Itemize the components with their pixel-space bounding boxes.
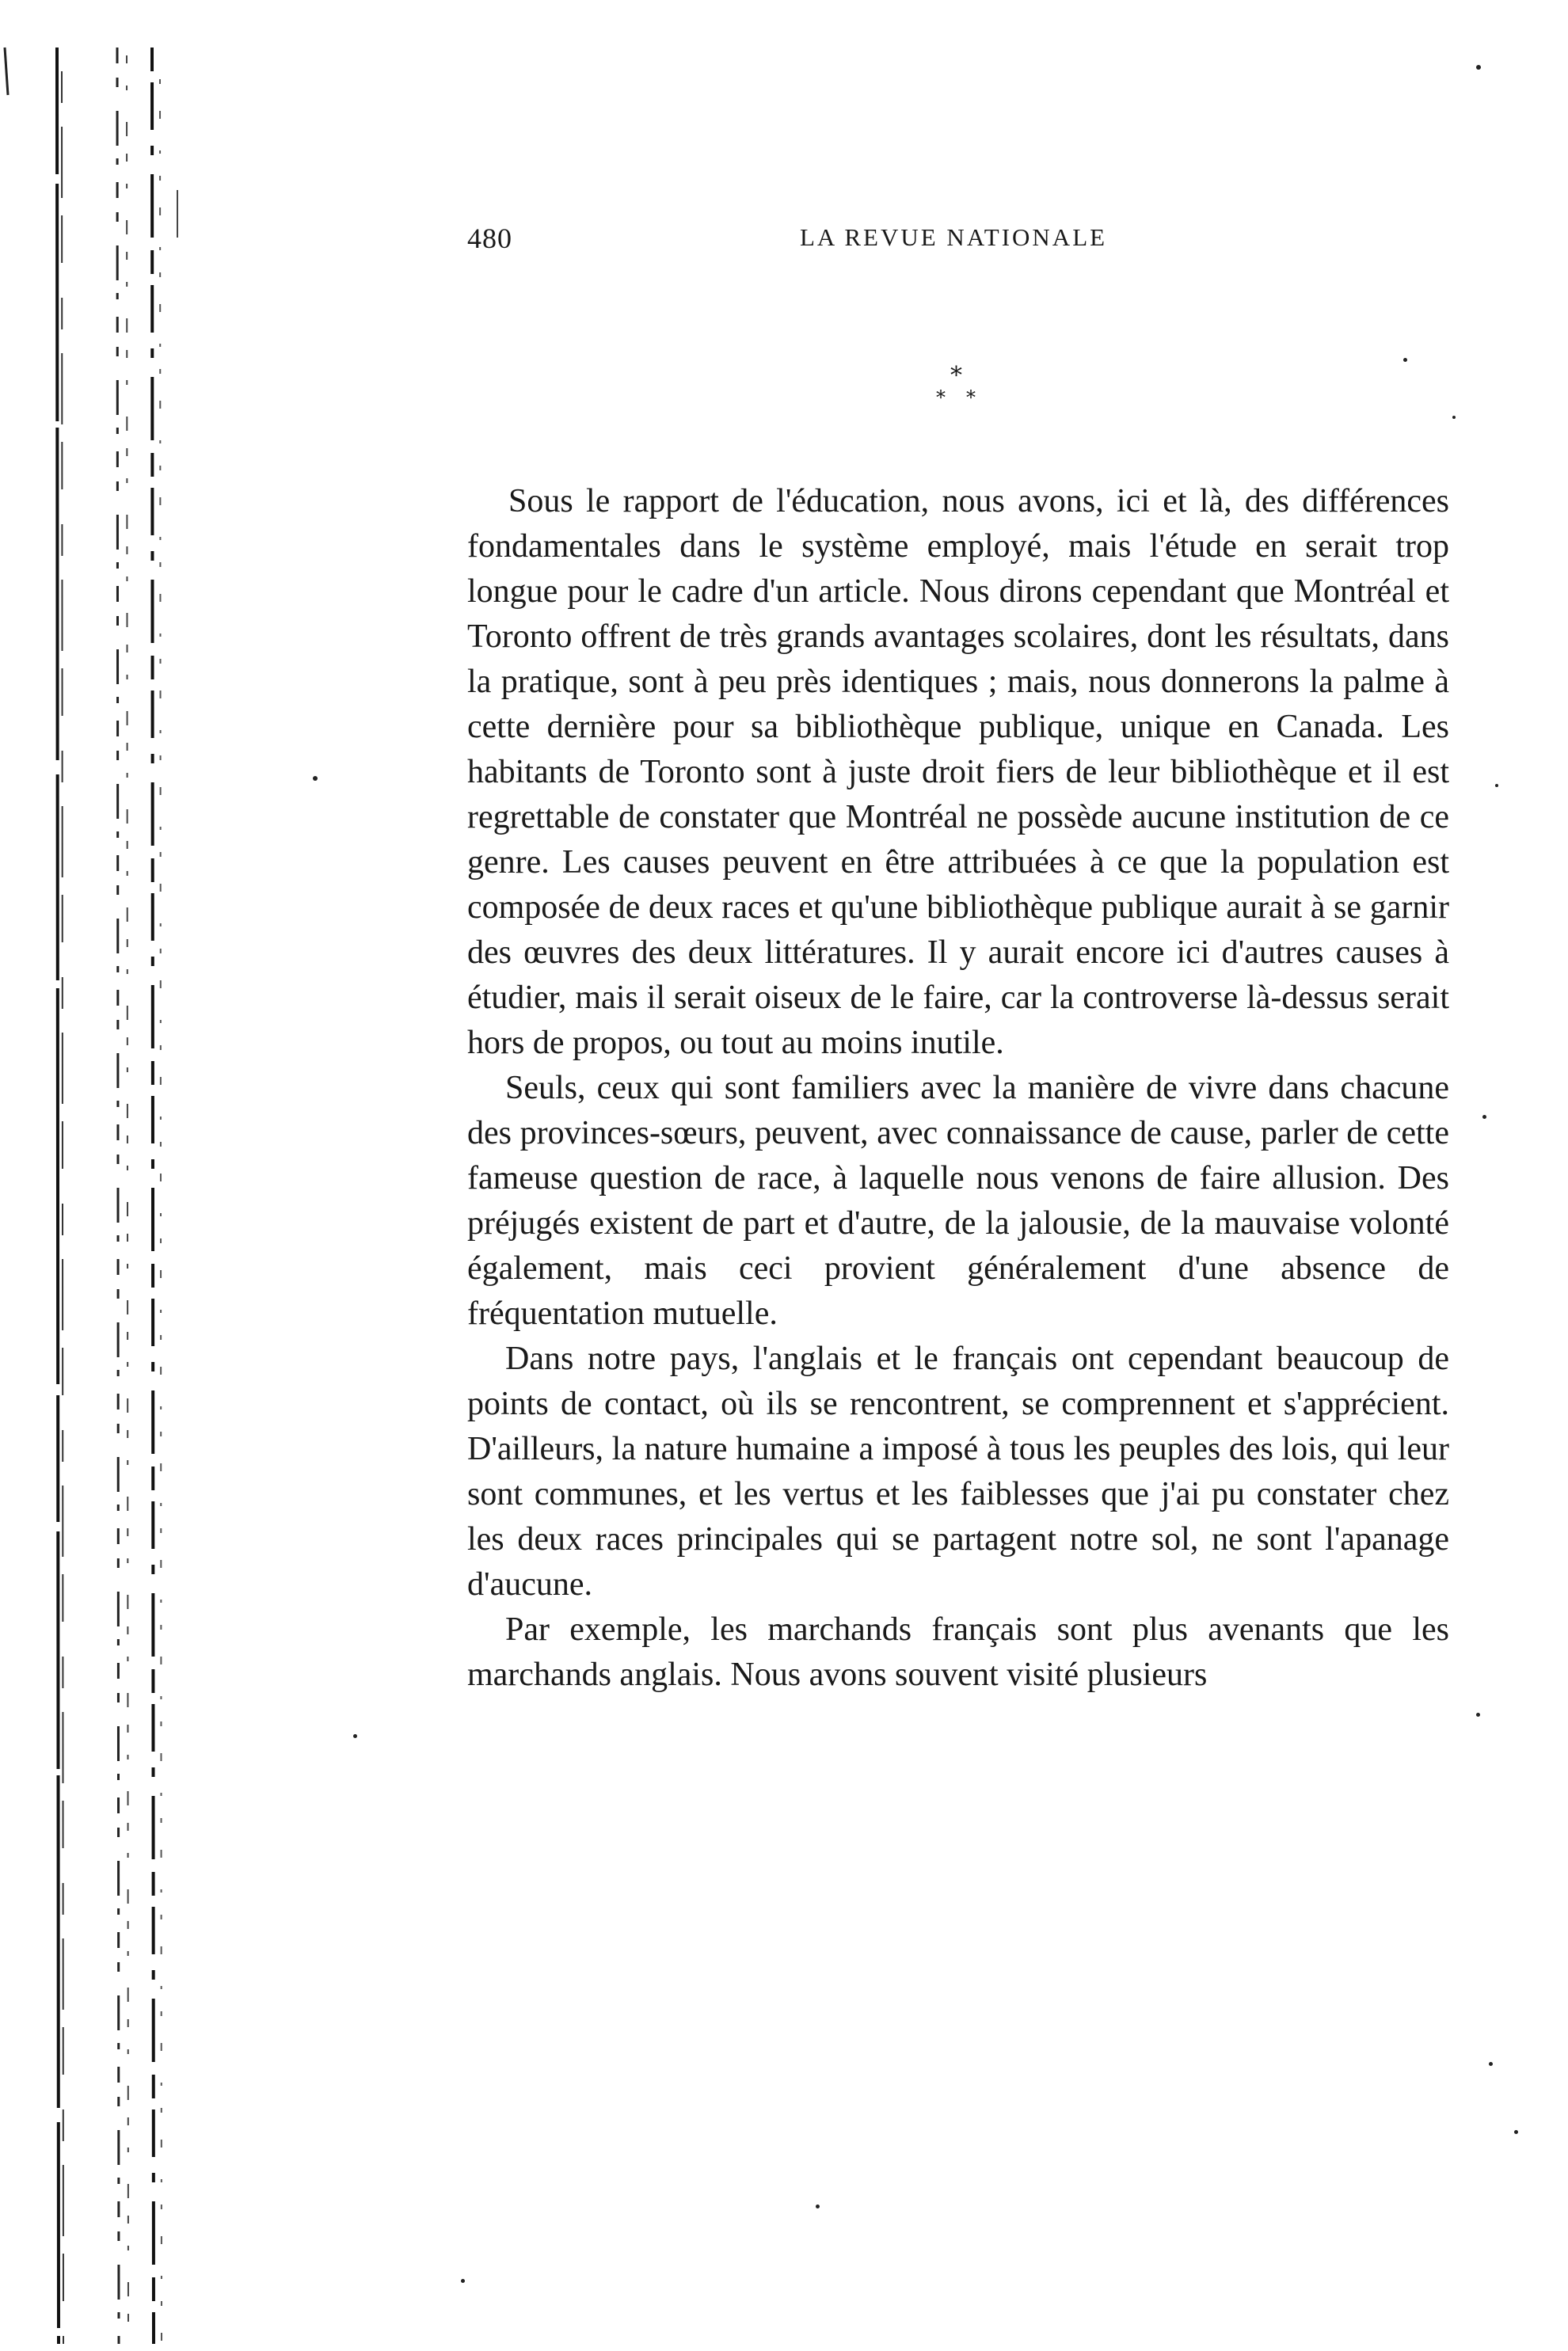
paragraph-education: Sous le rapport de l'éducation, nous avons, ici et là, des différences fondamentales dans le système employé, mais l'étude en serait trop longue pour le cadre d'un article. Nous dirons cependant que Montréal et Toronto offrent de très grands avantages scolaires, dont les résultats, dans la pratique, sont à peu près identiques ; mais, nous donnerons la palme à cette dernière pour sa bibliothèque publique, unique en Canada. Les habitants de Toronto sont à juste droit fiers de leur bibliothèque et il est regrettable de constater que Montréal ne possède aucune institution de ce genre. Les causes peuvent en être attribuées à ce que la population est composée de deux races et qu'une bibliothèque publique aurait à se garnir des œuvres des deux littératures. Il y aurait encore ici d'autres causes à étudier, mais il serait oiseux de le faire, car la controverse là-dessus serait hors de propos, ou tout au moins inutile. xyxy=(467,483,1449,1061)
scan-speck xyxy=(1452,416,1456,419)
paragraph-merchants: Par exemple, les marchands français sont plus avenants que les marchands anglais. Nous avons souvent visité plusieurs xyxy=(467,1611,1449,1693)
page-number: 480 xyxy=(467,223,512,254)
svg-text:*: * xyxy=(950,364,962,390)
scan-speck xyxy=(313,776,318,781)
running-head xyxy=(467,222,1449,261)
article-body xyxy=(467,479,1449,1698)
scan-speck xyxy=(1495,784,1498,787)
scan-speck xyxy=(353,1734,357,1738)
scan-speck xyxy=(1514,2130,1518,2134)
binding-gutter xyxy=(0,0,182,2351)
paragraph-race-question: Seuls, ceux qui sont familiers avec la manière de vivre dans chacune des provinces-sœurs, peuvent, avec connaissance de cause, parler de cette fameuse question de race, à laquelle nous venons de faire allusion. Des préjugés existent de part et d'autre, de la jalousie, de la mauvaise volonté également, mais ceci provient généralement d'une absence de fréquentation mutuelle. xyxy=(467,1070,1449,1332)
scan-speck xyxy=(1476,1713,1480,1717)
scan-speck xyxy=(816,2205,820,2208)
svg-text:*: * xyxy=(936,386,946,409)
asterism-icon xyxy=(919,364,998,412)
paragraph-points-of-contact: Dans notre pays, l'anglais et le français ont cependant beaucoup de points de contact, où ils se rencontrent, se comprennent et s'apprécient. D'ailleurs, la nature humaine a imposé à tous les peuples des lois, qui leur sont communes, et les vertus et les faiblesses que j'ai pu constater chez les deux races principales qui se partagent notre sol, ne sont l'apanage d'aucune. xyxy=(467,1341,1449,1603)
scan-speck xyxy=(1476,65,1481,70)
scan-speck xyxy=(1489,2062,1493,2066)
scan-speck xyxy=(1403,358,1407,362)
scan-speck xyxy=(461,2279,465,2283)
scan-speck xyxy=(1482,1115,1486,1119)
journal-title: LA REVUE NATIONALE xyxy=(800,223,1108,251)
svg-text:*: * xyxy=(966,386,976,409)
